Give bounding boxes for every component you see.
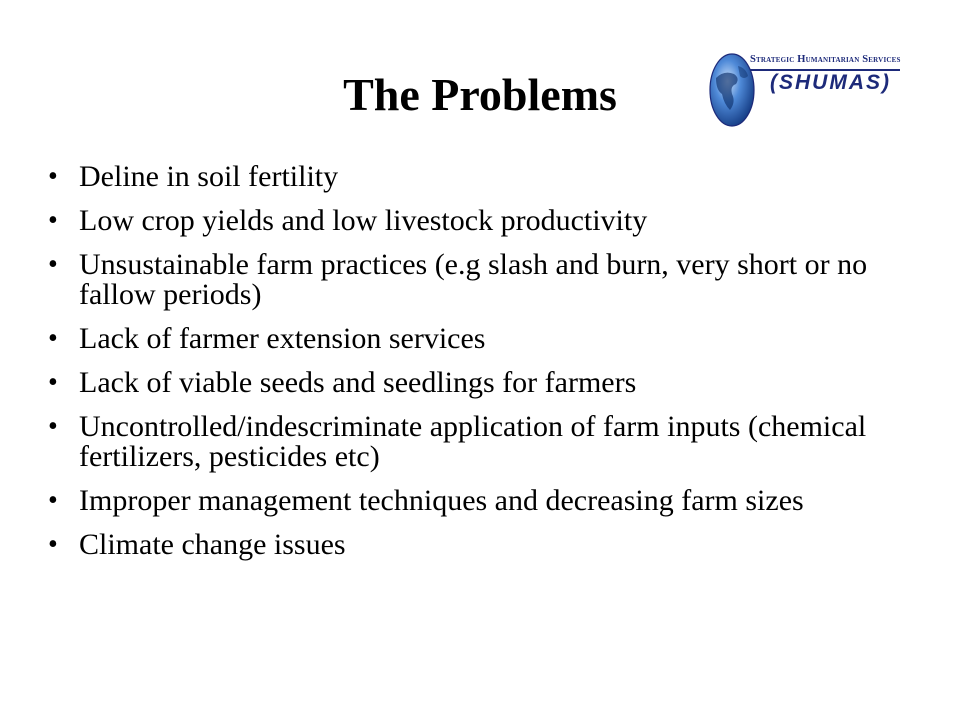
bullet-icon: •	[48, 411, 58, 442]
list-item	[48, 530, 928, 560]
bullet-text: Low crop yields and low livestock productivity	[79, 204, 648, 237]
logo-org-name: Strategic Humanitarian Services	[750, 54, 901, 65]
list-item	[48, 486, 928, 516]
bullet-icon: •	[48, 367, 58, 398]
bullet-text: Climate change issues	[79, 528, 346, 561]
bullet-icon: •	[48, 529, 58, 560]
list-item	[48, 368, 928, 398]
bullet-text: Improper management techniques and decreasing farm sizes	[79, 484, 804, 517]
list-item	[48, 250, 928, 310]
bullet-text: Deline in soil fertility	[79, 160, 339, 193]
list-item	[48, 162, 928, 192]
list-item	[48, 412, 928, 472]
bullet-icon: •	[48, 485, 58, 516]
bullet-icon: •	[48, 323, 58, 354]
bullet-text: Unsustainable farm practices (e.g slash and burn, very short or no fallow periods)	[79, 248, 868, 311]
logo-divider	[750, 69, 900, 71]
bullet-icon: •	[48, 161, 58, 192]
bullet-text: Lack of viable seeds and seedlings for farmers	[79, 366, 637, 399]
shumas-logo	[704, 44, 900, 134]
bullet-list	[48, 162, 928, 574]
bullet-text: Uncontrolled/indescriminate application of farm inputs (chemical fertilizers, pesticides etc)	[79, 410, 867, 473]
slide-title: The Problems	[343, 69, 617, 120]
logo-acronym: (SHUMAS)	[770, 71, 891, 94]
list-item	[48, 324, 928, 354]
list-item	[48, 206, 928, 236]
bullet-text: Lack of farmer extension services	[79, 322, 486, 355]
bullet-icon: •	[48, 205, 58, 236]
bullet-icon: •	[48, 249, 58, 280]
